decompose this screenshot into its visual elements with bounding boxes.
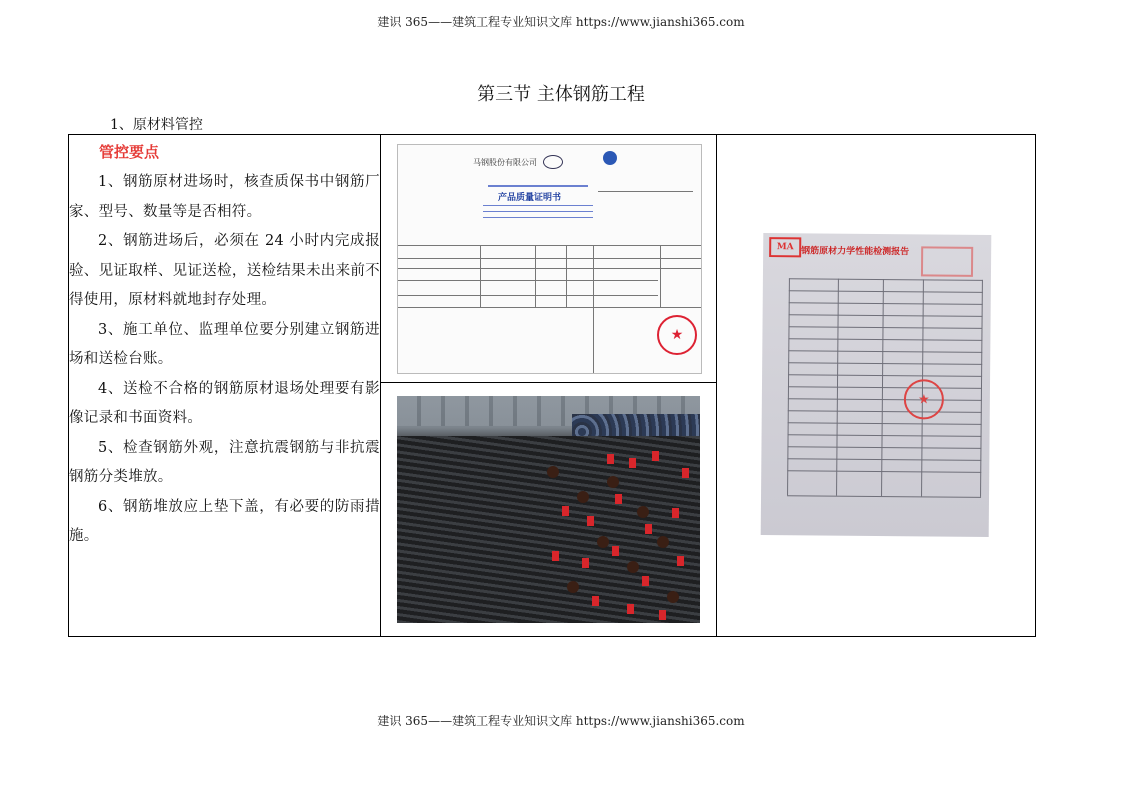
control-points-heading: 管控要点 — [99, 143, 160, 161]
report-stamp-top-icon — [921, 246, 973, 276]
certificate-title: 产品质量证明书 — [498, 193, 562, 203]
control-point-6: 6、钢筋堆放应上垫下盖，有必要的防雨措施。 — [69, 498, 380, 544]
page-footer: 建识 365——建筑工程专业知识文库 https://www.jianshi365.com — [377, 714, 745, 728]
subsection-title: 1、原材料管控 — [110, 117, 203, 133]
report-stamp-icon: ★ — [904, 379, 944, 419]
control-table — [68, 134, 1036, 637]
rebar-photo-cell — [381, 383, 717, 637]
company-logo-icon — [543, 155, 563, 169]
certification-logo-icon — [603, 151, 617, 165]
report-title: 钢筋原材力学性能检测报告 — [801, 246, 910, 258]
control-point-2: 2、钢筋进场后，必须在 24 小时内完成报验、见证取样、见证送检，送检结果未出来前不得使用，原材料就地封存处理。 — [69, 233, 380, 308]
certificate-stamp-icon: ★ — [657, 315, 697, 355]
control-point-4: 4、送检不合格的钢筋原材退场处理要有影像记录和书面资料。 — [69, 380, 380, 426]
certificate-company-line: 马钢股份有限公司 — [473, 158, 537, 167]
control-points-cell — [69, 135, 381, 637]
control-point-5: 5、检查钢筋外观，注意抗震钢筋与非抗震钢筋分类堆放。 — [69, 439, 380, 485]
section-title: 第三节 主体钢筋工程 — [477, 84, 645, 105]
control-point-3: 3、施工单位、监理单位要分别建立钢筋进场和送检台账。 — [69, 321, 380, 367]
quality-certificate-image — [397, 144, 702, 374]
report-cell — [717, 135, 1036, 637]
test-report-image — [761, 233, 992, 537]
control-point-1: 1、钢筋原材进场时，核查质保书中钢筋厂家、型号、数量等是否相符。 — [69, 174, 380, 220]
rebar-bundles-photo — [397, 396, 700, 623]
certificate-cell — [381, 135, 717, 383]
cma-mark-icon: MA — [769, 237, 801, 257]
page-header: 建识 365——建筑工程专业知识文库 https://www.jianshi365.com — [377, 15, 745, 29]
